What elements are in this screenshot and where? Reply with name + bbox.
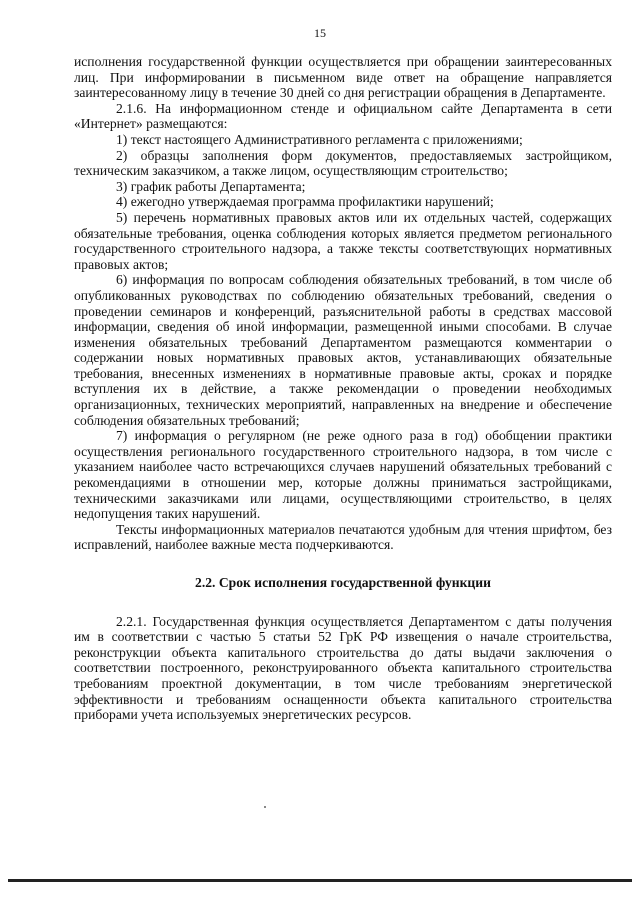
list-item: 2) образцы заполнения форм документов, предоставляемых застройщиком, техническим заказчиком, а также лицом, осуществляющим строительство; <box>74 147 612 179</box>
page-bottom-border <box>8 879 632 882</box>
paragraph: исполнения государственной функции осуществляется при обращении заинтересованных лиц. При информировании в письменном виде ответ на обращение направляется заинтересованному лицу в течение 30 дней со дня регистрации обращения в Департаменте. <box>74 54 612 101</box>
paragraph: 2.1.6. На информационном стенде и официальном сайте Департамента в сети «Интернет» размещаются: <box>74 100 612 132</box>
list-item: 7) информация о регулярном (не реже одного раза в год) обобщении практики осуществления регионального государственного строительного надзора, в том числе с указанием наиболее часто встречающихся случаев нарушений обязательных требований с рекомендациями в отношении мер, которые должны приниматься застройщиками, техническими заказчиками или лицами, осуществляющими строительство, в целях недопущения таких нарушений. <box>74 428 612 522</box>
page-number: 15 <box>314 26 326 40</box>
list-item: 5) перечень нормативных правовых актов или их отдельных частей, содержащих обязательные требования, оценка соблюдения которых является предметом регионального государственного строительного надзора, а также тексты соответствующих нормативных правовых актов; <box>74 209 612 272</box>
list-item: 3) график работы Департамента; <box>116 178 306 194</box>
list-item: 6) информация по вопросам соблюдения обязательных требований, в том числе об опубликованных руководствах по соблюдению обязательных требований, сведения о проведении семинаров и конференций, разъяснительной работы в средствах массовой информации, сведения об иной информации, размещенной иными способами. В случае изменения обязательных требований Департаментом размещаются комментарии о содержании новых нормативных правовых актов, устанавливающих обязательные требования, внесенных изменениях в нормативные правовые акты, сроках и порядке вступления их в действие, а также рекомендации о проведении необходимых организационных, технических мероприятий, направленных на внедрение и обеспечение соблюдения обязательных требований; <box>74 272 612 428</box>
list-item: 4) ежегодно утверждаемая программа профилактики нарушений; <box>116 194 494 210</box>
paragraph: 2.2.1. Государственная функция осуществляется Департаментом с даты получения им в соответствии с частью 5 статьи 52 ГрК РФ извещения о начале строительства, реконструкции объекта капитального строительства до даты выдачи заключения о соответствии построенного, реконструированного объекта капитального строительства требованиям проектной документации, в том числе требованиям энергетической эффективности и требованиям оснащенности объекта капитального строительства приборами учета используемых энергетических ресурсов. <box>74 613 612 723</box>
document-body <box>74 54 612 723</box>
scan-speck <box>264 806 266 808</box>
list-item: 1) текст настоящего Административного регламента с приложениями; <box>116 131 523 147</box>
paragraph: Тексты информационных материалов печатаются удобным для чтения шрифтом, без исправлений, наиболее важные места подчеркиваются. <box>74 521 612 553</box>
section-heading: 2.2. Срок исполнения государственной функции <box>195 575 491 590</box>
